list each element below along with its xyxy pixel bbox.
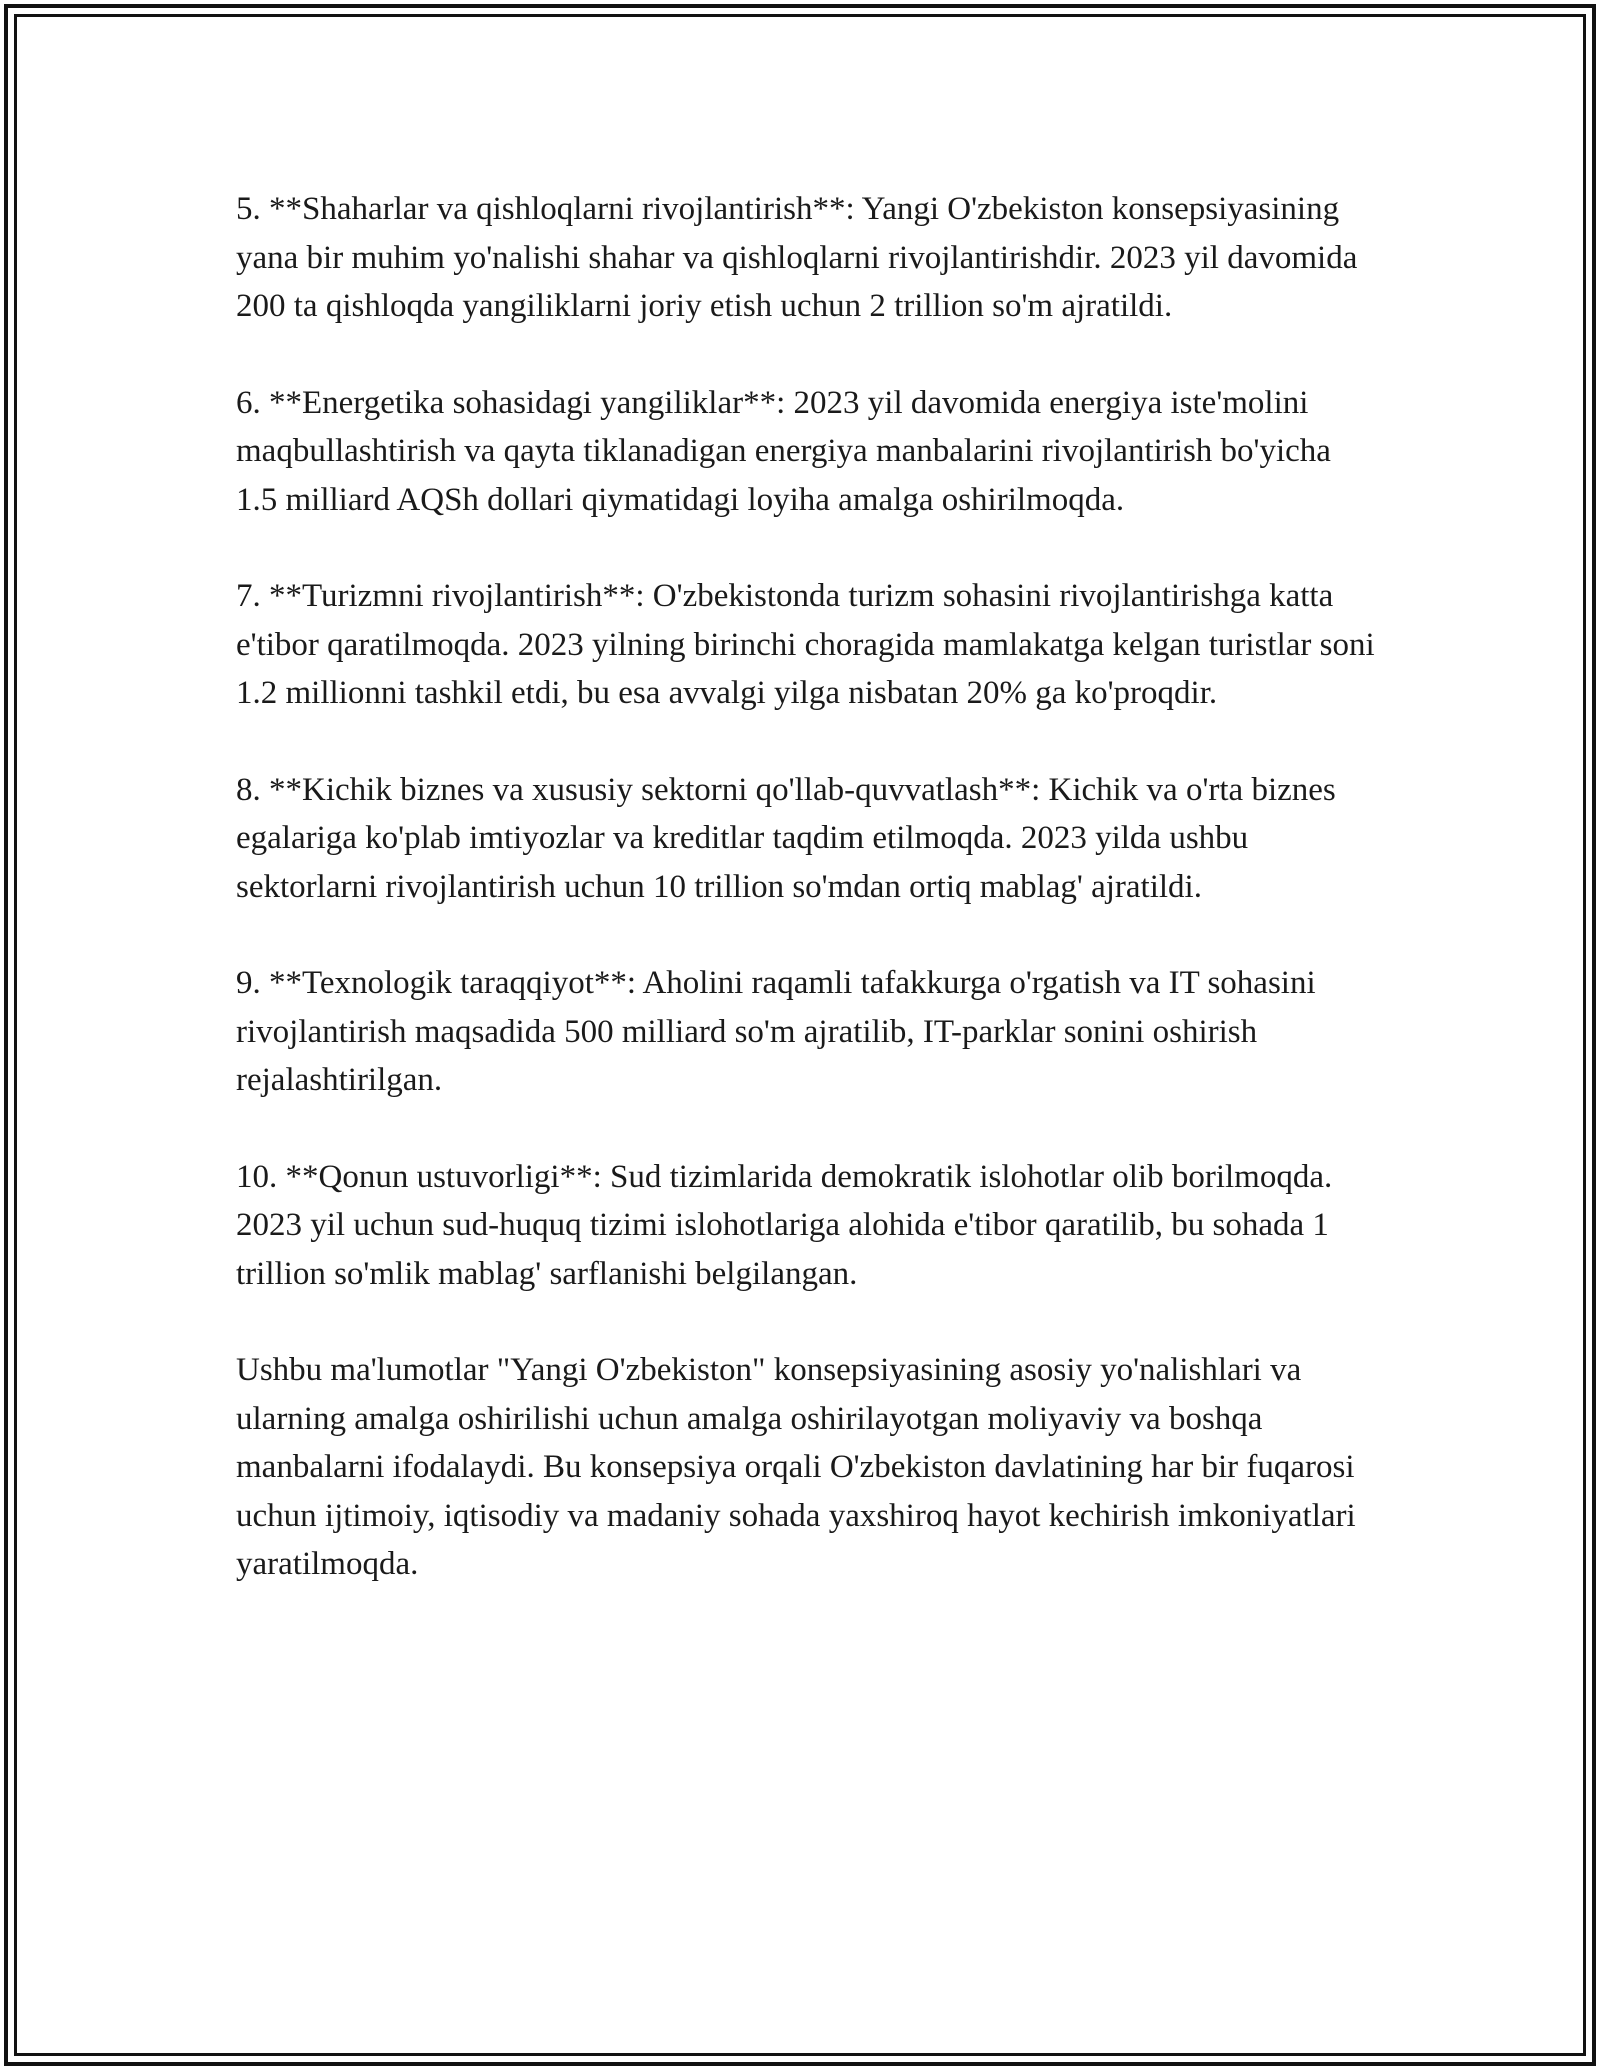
paragraph-item-10: 10. **Qonun ustuvorligi**: Sud tizimlarida demokratik islohotlar olib borilmoqda. 2023 yil uchun sud-huquq tizimi islohotlariga alohida e'tibor qaratilib, bu sohada 1 trillion so'mlik mablag' sarflanishi belgilangan. <box>236 1158 1333 1292</box>
paragraph-item-5: 5. **Shaharlar va qishloqlarni rivojlantirish**: Yangi O'zbekiston konsepsiyasining yana bir muhim yo'nalishi shahar va qishloqlarni rivojlantirishdir. 2023 yil davomida 200 ta qishloqda yangiliklarni joriy etish uchun 2 trillion so'm ajratildi. <box>236 191 1358 324</box>
paragraph-item-7: 7. **Turizmni rivojlantirish**: O'zbekistonda turizm sohasini rivojlantirishga katta e'tibor qaratilmoqda. 2023 yilning birinchi choragida mamlakatga kelgan turistlar soni 1.2 millionni tashkil etdi, bu esa avvalgi yilga nisbatan 20% ga ko'proqdir. <box>236 578 1375 711</box>
document-body <box>236 185 1376 1637</box>
paragraph-conclusion: Ushbu ma'lumotlar "Yangi O'zbekiston" konsepsiyasining asosiy yo'nalishlari va ularning amalga oshirilishi uchun amalga oshirilayotgan moliyaviy va boshqa manbalarni ifodalaydi. Bu konsepsiya orqali O'zbekiston davlatining har bir fuqarosi uchun ijtimoiy, iqtisodiy va madaniy sohada yaxshiroq hayot kechirish imkoniyatlari yaratilmoqda. <box>236 1352 1356 1582</box>
paragraph-item-9: 9. **Texnologik taraqqiyot**: Aholini raqamli tafakkurga o'rgatish va IT sohasini rivojlantirish maqsadida 500 milliard so'm ajratilib, IT-parklar sonini oshirish rejalashtirilgan. <box>236 965 1316 1098</box>
paragraph-item-8: 8. **Kichik biznes va xususiy sektorni qo'llab-quvvatlash**: Kichik va o'rta biznes egalariga ko'plab imtiyozlar va kreditlar taqdim etilmoqda. 2023 yilda ushbu sektorlarni rivojlantirish uchun 10 trillion so'mdan ortiq mablag' ajratildi. <box>236 771 1336 905</box>
paragraph-item-6: 6. **Energetika sohasidagi yangiliklar**: 2023 yil davomida energiya iste'molini maqbullashtirish va qayta tiklanadigan energiya manbalarini rivojlantirish bo'yicha 1.5 milliard AQSh dollari qiymatidagi loyiha amalga oshirilmoqda. <box>236 384 1331 518</box>
